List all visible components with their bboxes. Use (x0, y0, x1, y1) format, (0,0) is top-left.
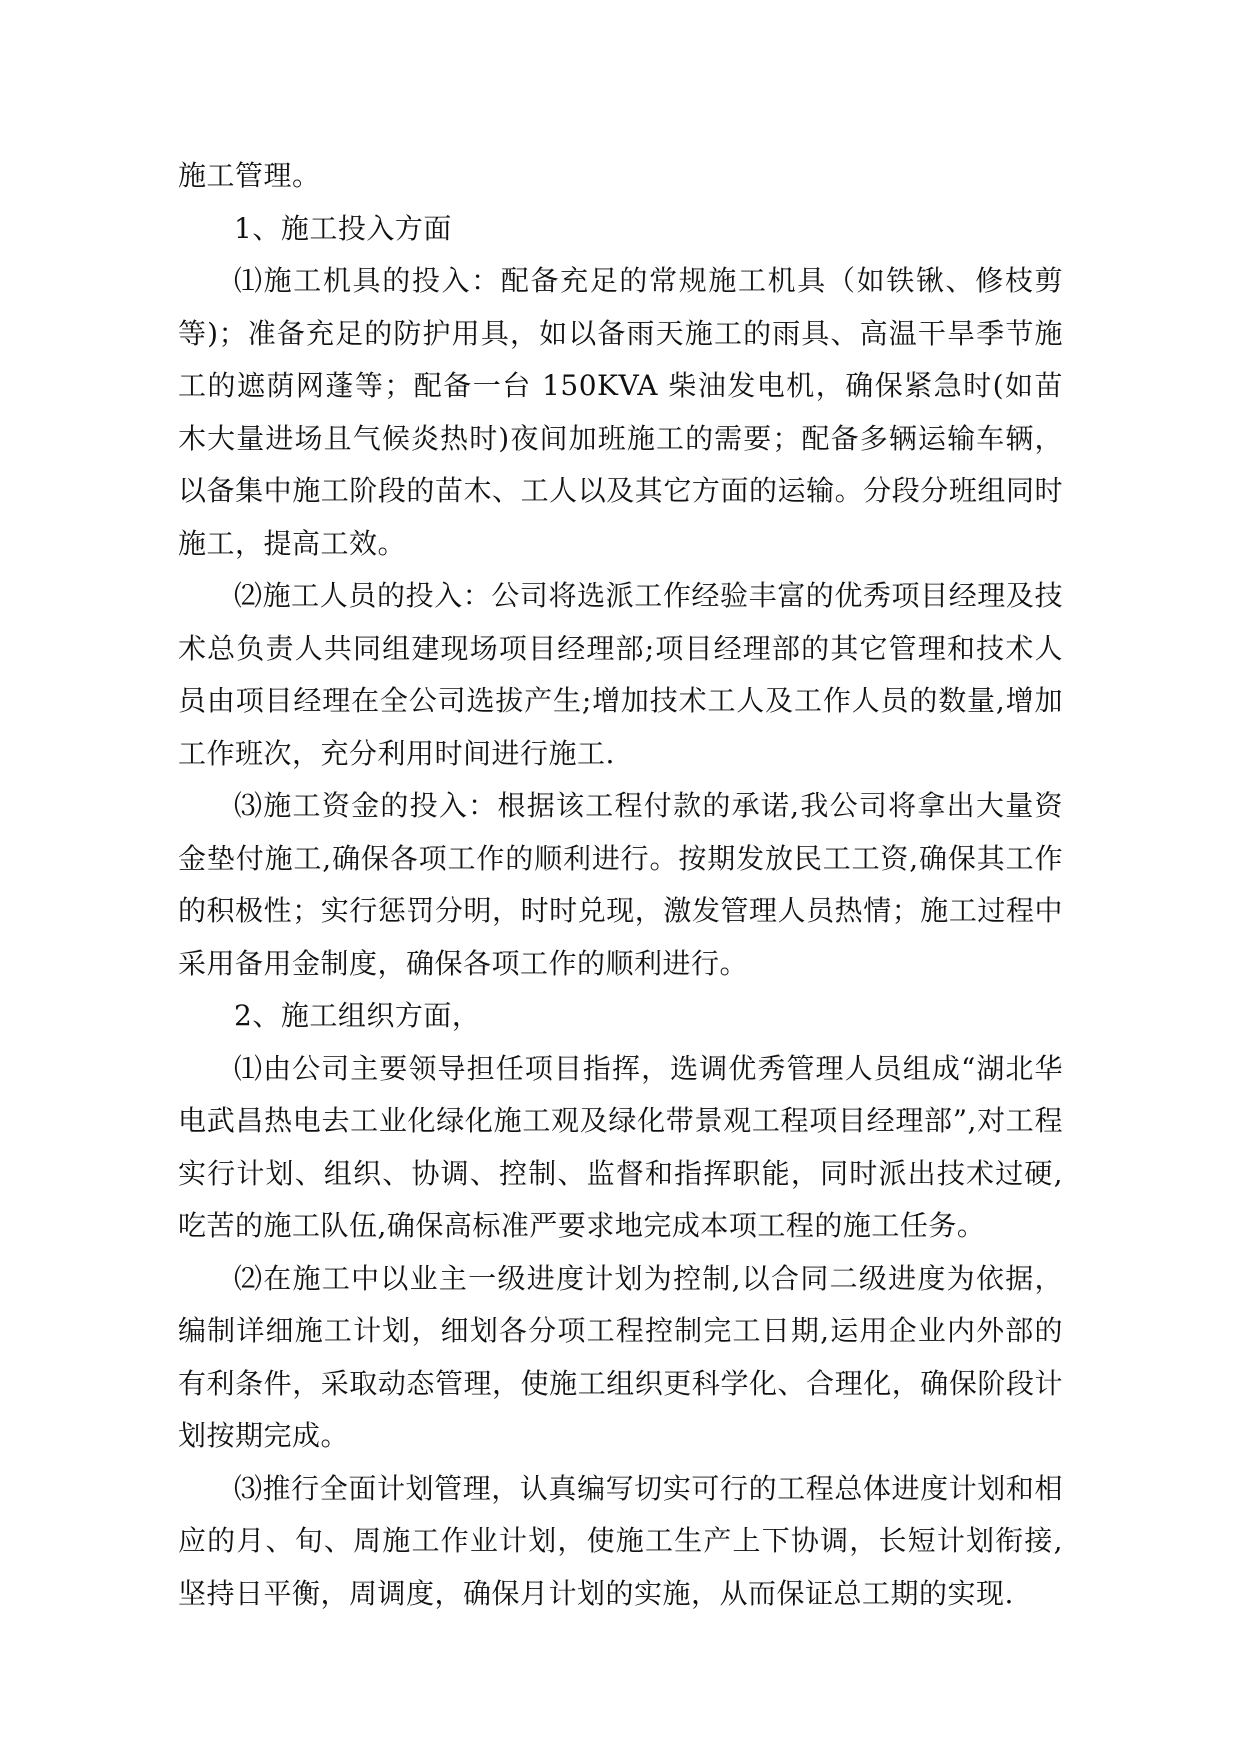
section-heading-construction-input: 1、施工投入方面 (234, 211, 452, 245)
paragraph-funding-input: ⑶施工资金的投入：根据该工程付款的承诺,我公司将拿出大量资金垫付施工,确保各项工作的顺利进行。按期发放民工工资,确保其工作的积极性；实行惩罚分明，时时兑现，激发管理人员热情；施工过程中采用备用金制度，确保各项工作的顺利进行。 (178, 789, 1063, 980)
section-heading-construction-organization: 2、施工组织方面， (234, 999, 481, 1032)
paragraph-machinery-input: ⑴施工机具的投入：配备充足的常规施工机具（如铁锹、修枝剪等)；准备充足的防护用具，如以备雨天施工的雨具、高温干旱季节施工的遮荫网蓬等；配备一台 150KVA 柴油发电机，确保紧急时(如苗木大量进场且气候炎热时)夜间加班施工的需要；配备多辆运输车辆，以备集中施工阶段的苗木、工人以及其它方面的运输。分段分班组同时施工，提高工效。 (178, 264, 1063, 560)
paragraph-project-command: ⑴由公司主要领导担任项目指挥，选调优秀管理人员组成“湖北华电武昌热电去工业化绿化施工观及绿化带景观工程项目经理部”,对工程实行计划、组织、协调、控制、监督和指挥职能，同时派出技术过硬,吃苦的施工队伍,确保高标准严要求地完成本项工程的施工任务。 (178, 1051, 1063, 1242)
paragraph-personnel-input: ⑵施工人员的投入：公司将选派工作经验丰富的优秀项目经理及技术总负责人共同组建现场项目经理部;项目经理部的其它管理和技术人员由项目经理在全公司选拔产生;增加技术工人及工作人员的数量,增加工作班次，充分利用时间进行施工. (178, 579, 1063, 770)
paragraph-plan-management: ⑶推行全面计划管理，认真编写切实可行的工程总体进度计划和相应的月、旬、周施工作业计划，使施工生产上下协调，长短计划衔接,坚持日平衡，周调度，确保月计划的实施，从而保证总工期的实现. (178, 1471, 1063, 1610)
paragraph-schedule-control: ⑵在施工中以业主一级进度计划为控制,以合同二级进度为依据，编制详细施工计划，细划各分项工程控制完工日期,运用企业内外部的有利条件，采取动态管理，使施工组织更科学化、合理化，确保阶段计划按期完成。 (178, 1261, 1063, 1452)
document-page (178, 150, 1063, 1620)
paragraph-continuation: 施工管理。 (178, 159, 321, 192)
